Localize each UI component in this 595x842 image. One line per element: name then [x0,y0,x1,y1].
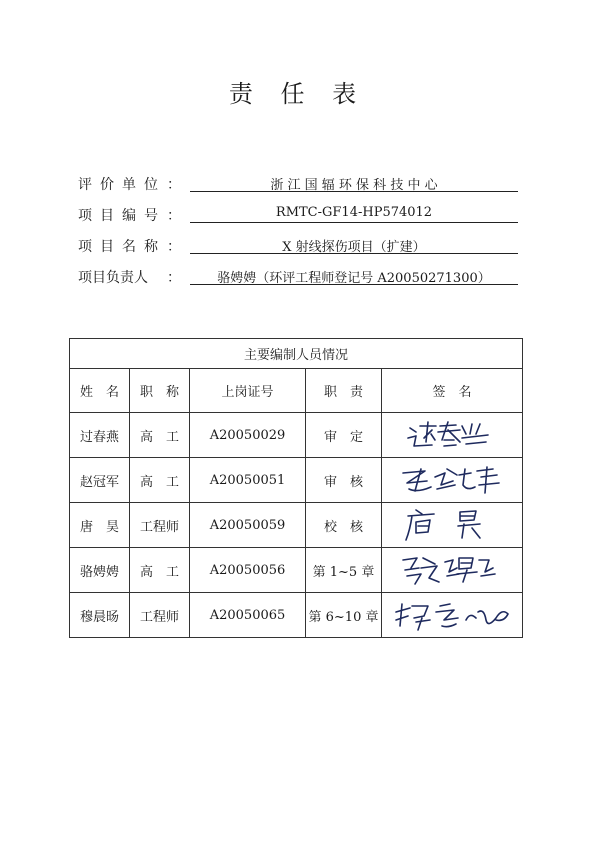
cell-duty: 审 核 [306,458,382,503]
info-colon: ： [167,239,181,255]
handwritten-signature [402,506,502,544]
cell-cert: A20050059 [190,503,306,548]
table-caption-row [70,339,523,369]
cell-name: 穆晨旸 [70,593,130,638]
info-colon: ： [167,208,181,224]
header-cert: 上岗证号 [190,369,306,413]
header-title: 职 称 [130,369,190,413]
signature-cell [382,593,523,638]
cell-cert: A20050056 [190,548,306,593]
cell-name: 过春燕 [70,413,130,458]
handwritten-signature [397,463,507,497]
cell-name: 骆娉娉 [70,548,130,593]
info-label-project-name: 项目名称 [78,239,166,255]
signature-cell [382,548,523,593]
cell-duty: 第 1~5 章 [306,548,382,593]
page-title: 责 任 表 [228,80,367,108]
table-header-row [70,369,523,413]
signature-cell [382,413,523,458]
cell-cert: A20050029 [190,413,306,458]
table-row [70,458,523,503]
info-label-evaluation-unit: 评价单位 [78,177,166,193]
info-value-project-lead: 骆娉娉（环评工程师登记号 A20050271300） [190,267,518,285]
cell-title: 工程师 [130,593,190,638]
info-colon: ： [167,177,181,193]
cell-title: 高 工 [130,413,190,458]
info-label-project-lead: 项目负责人 [78,270,148,286]
info-row-project-number [78,205,518,225]
handwritten-signature [392,598,512,632]
cell-duty: 审 定 [306,413,382,458]
cell-duty: 第 6~10 章 [306,593,382,638]
handwritten-signature [397,552,507,588]
info-label-project-number: 项目编号 [78,208,166,224]
cell-cert: A20050065 [190,593,306,638]
info-value-project-name: X 射线探伤项目（扩建） [190,236,518,254]
header-duty: 职 责 [306,369,382,413]
cell-cert: A20050051 [190,458,306,503]
table-row [70,503,523,548]
staff-table [69,338,523,638]
table-row [70,593,523,638]
cell-title: 高 工 [130,548,190,593]
header-name: 姓 名 [70,369,130,413]
info-row-project-lead [78,267,518,287]
info-colon: ： [167,270,181,286]
cell-title: 工程师 [130,503,190,548]
table-caption: 主要编制人员情况 [70,339,523,369]
table-row [70,548,523,593]
info-value-evaluation-unit: 浙 江 国 辐 环 保 科 技 中 心 [190,174,518,192]
info-row-evaluation-unit [78,174,518,194]
cell-name: 赵冠军 [70,458,130,503]
info-row-project-name [78,236,518,256]
cell-title: 高 工 [130,458,190,503]
cell-duty: 校 核 [306,503,382,548]
signature-cell [382,503,523,548]
handwritten-signature [402,418,502,452]
table-row [70,413,523,458]
cell-name: 唐 昊 [70,503,130,548]
header-signature: 签 名 [382,369,523,413]
info-value-project-number: RMTC-GF14-HP574012 [190,205,518,223]
signature-cell [382,458,523,503]
